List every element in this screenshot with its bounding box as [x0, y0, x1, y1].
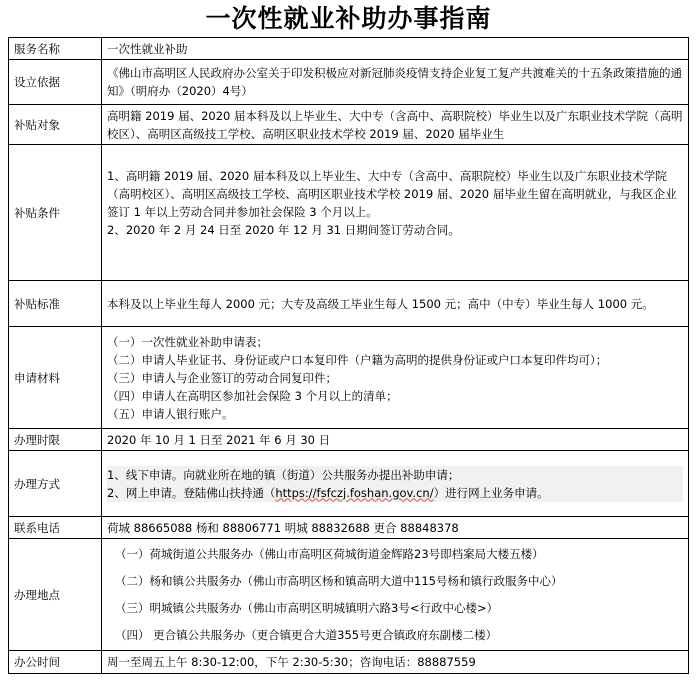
- table-row-service-name: [9, 38, 689, 60]
- standard-text: 本科及以上毕业生每人 2000 元；大专及高级工毕业生每人 1500 元；高中（中专）毕业生每人 1000 元。: [107, 296, 654, 311]
- fsfczj-link[interactable]: https://fsfczj.foshan.gov.cn/: [275, 485, 434, 500]
- location-item: （四） 更合镇公共服务办（更合镇更合大道355号更合镇政府东副楼二楼）: [115, 627, 498, 642]
- table-row-period: [9, 429, 689, 451]
- row-value: 周一至周五上午 8:30-12:00，下午 2:30-5:30；咨询电话：88887559: [102, 651, 689, 674]
- location-item: （二）杨和镇公共服务办（佛山市高明区杨和镇高明大道中115号杨和镇行政服务中心）: [115, 573, 563, 588]
- row-value: 2020 年 10 月 1 日至 2021 年 6 月 30 日: [102, 429, 689, 451]
- row-value: [102, 539, 689, 651]
- condition-item: 2、2020 年 2 月 24 日至 2020 年 12 月 31 日期间签订劳动合同。: [107, 223, 460, 237]
- table-row-hours: [9, 651, 689, 674]
- table-row-target: [9, 105, 689, 145]
- material-item: （五）申请人银行账户。: [107, 406, 234, 421]
- table-row-location: [9, 539, 689, 651]
- row-value: [102, 105, 689, 145]
- row-label: 办理时限: [9, 429, 102, 451]
- row-label: 申请材料: [9, 327, 102, 429]
- table-row-conditions: [9, 145, 689, 281]
- row-label: 补贴对象: [9, 105, 102, 145]
- row-value: [102, 327, 689, 429]
- location-item: （三）明城镇公共服务办（佛山市高明区明城镇明六路3号<行政中心楼>）: [115, 600, 499, 615]
- row-value: [102, 60, 689, 105]
- row-label: 补贴条件: [9, 145, 102, 281]
- row-label: 服务名称: [9, 38, 102, 60]
- condition-item: 1、高明籍 2019 届、2020 届本科及以上毕业生、大中专（含高中、高职院校）毕业生以及广东职业技术学院（高明校区）、高明区高级技工学校、高明区职业技术学校 2019 届、2020 届毕业生留在高明就业，与我区企业签订 1 年以上劳动合同并参加社会保险 3 个月以上。: [107, 169, 677, 219]
- material-item: （二）申请人毕业证书、身份证或户口本复印件（户籍为高明的提供身份证或户口本复印件均可）；: [107, 352, 608, 367]
- method-item: [107, 484, 683, 502]
- method-item: 1、线下申请。向就业所在地的镇（街道）公共服务办提出补助申请；: [107, 466, 683, 484]
- row-label: 联系电话: [9, 517, 102, 539]
- material-item: （一）一次性就业补助申请表；: [107, 334, 268, 349]
- row-label: 办理方式: [9, 451, 102, 517]
- table-row-phone: [9, 517, 689, 539]
- method-suffix: ）进行网上业务申请。: [433, 485, 549, 500]
- row-label: 办公时间: [9, 651, 102, 674]
- row-value: [102, 451, 689, 517]
- row-value: [102, 145, 689, 281]
- basis-text: 《佛山市高明区人民政府办公室关于印发积极应对新冠肺炎疫情支持企业复工复产共渡难关的十五条政策措施的通知》（明府办（2020）4号）: [107, 66, 682, 98]
- method-prefix: 2、网上申请。登陆佛山扶持通（: [107, 485, 276, 500]
- target-text: 高明籍 2019 届、2020 届本科及以上毕业生、大中专（含高中、高职院校）毕业生以及广东职业技术学院（高明校区）、高明区高级技工学校、高明区职业技术学校 2019 届、2020 届毕业生: [107, 108, 683, 141]
- page-title: 一次性就业补助办事指南: [205, 4, 492, 33]
- location-item: （一）荷城街道公共服务办（佛山市高明区荷城街道金辉路23号即档案局大楼五楼）: [115, 546, 544, 561]
- row-label: 补贴标准: [9, 281, 102, 327]
- table-row-standard: [9, 281, 689, 327]
- material-item: （三）申请人与企业签订的劳动合同复印件；: [107, 370, 337, 385]
- row-value: 一次性就业补助: [102, 38, 689, 60]
- row-value: [102, 281, 689, 327]
- row-value: 荷城 88665088 杨和 88806771 明城 88832688 更合 88848378: [102, 517, 689, 539]
- row-label: 办理地点: [9, 539, 102, 651]
- row-label: 设立依据: [9, 60, 102, 105]
- table-row-basis: [9, 60, 689, 105]
- guide-table: [8, 37, 689, 674]
- table-row-materials: [9, 327, 689, 429]
- material-item: （四）申请人在高明区参加社会保险 3 个月以上的清单；: [107, 388, 398, 403]
- table-row-method: [9, 451, 689, 517]
